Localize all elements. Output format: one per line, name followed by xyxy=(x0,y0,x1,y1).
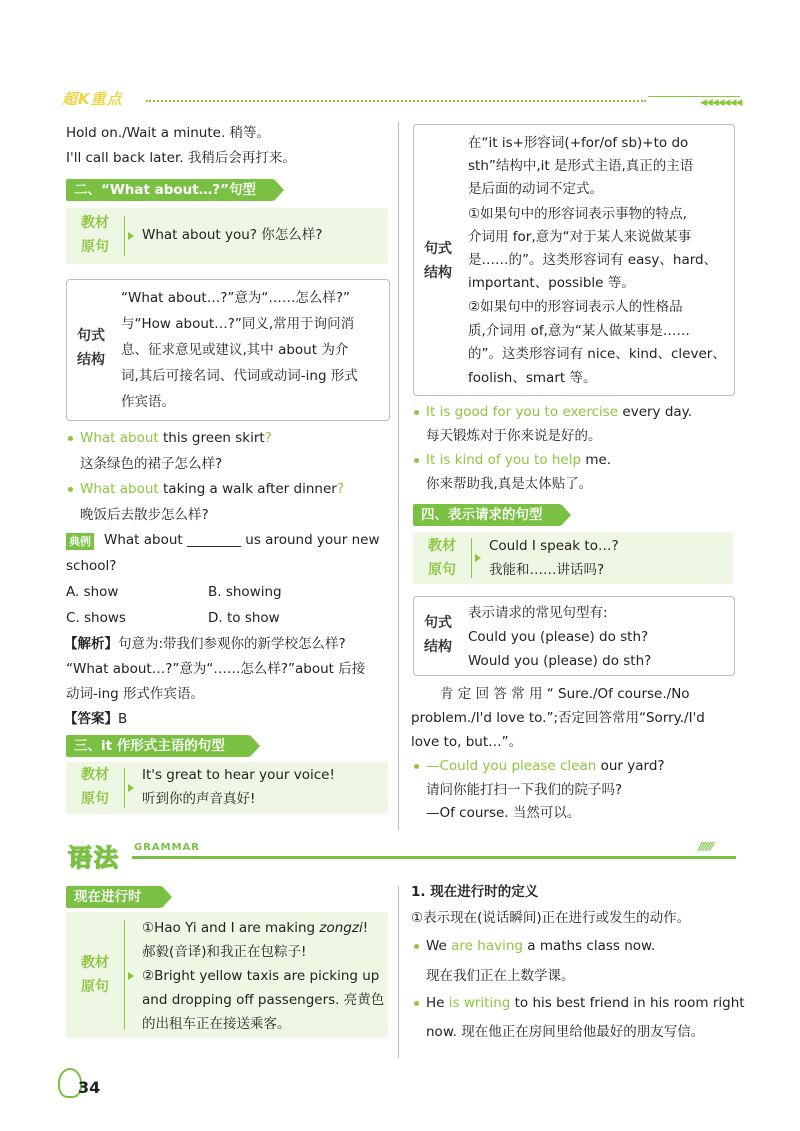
header-logo xyxy=(62,88,142,110)
grammar-divider xyxy=(398,886,399,1058)
present-continuous-tag xyxy=(66,886,162,908)
source-label: 原句 xyxy=(81,791,109,807)
structure-line: Could you (please) do sth? xyxy=(468,629,649,645)
section-2-header xyxy=(66,179,274,201)
request-example xyxy=(426,756,665,776)
structure-line: 表示请求的常见句型有: xyxy=(468,605,608,621)
analysis-line-2: “What about…?”意为“……怎么样?”about 后接 xyxy=(66,661,366,677)
source-label: 原句 xyxy=(428,562,456,578)
structure-line: 息、征求意见或建议,其中 about 为介 xyxy=(121,342,349,358)
grammar-right-example-1-translation: 现在我们正在上数学课。 xyxy=(426,968,575,984)
grammar-title: 语法 xyxy=(68,844,120,872)
section-3-textbook-box xyxy=(66,762,388,814)
arrow-icon xyxy=(128,784,134,792)
structure-line: 质,介词用 of,意为“某人做某事是…… xyxy=(468,323,690,339)
section-2-structure-box xyxy=(66,279,390,421)
definition-heading: 1. 现在进行时的定义 xyxy=(411,884,539,900)
structure-label-2: 结构 xyxy=(424,639,452,655)
grammar-example-line: ②Bright yellow taxis are picking up xyxy=(142,968,380,984)
bullet-icon xyxy=(414,1001,419,1006)
grammar-textbook-box xyxy=(66,912,388,1038)
intro-line-1: Hold on./Wait a minute. 稍等。 xyxy=(66,125,271,141)
it-example-2-translation: 你来帮助我,真是太体贴了。 xyxy=(426,476,593,492)
grammar-right-example-2 xyxy=(426,993,745,1013)
it-example-2-text: me. xyxy=(581,452,612,468)
structure-line: 介词用 for,意为“对于某人来说做某事 xyxy=(468,229,692,245)
option-c: C. shows xyxy=(66,610,126,626)
grammar-example-text: ①Hao Yi and I are making xyxy=(142,920,320,936)
structure-line: foolish、smart 等。 xyxy=(468,370,597,386)
request-structure-box xyxy=(413,596,735,676)
grammar-underline xyxy=(132,856,736,859)
example-1-translation: 这条绿色的裙子怎么样? xyxy=(80,456,223,472)
it-example-2 xyxy=(426,450,611,470)
example-text: a maths class now. xyxy=(522,938,656,954)
section-4-header xyxy=(413,504,561,526)
structure-label-1: 句式 xyxy=(424,241,452,257)
example-1-highlight: What about xyxy=(80,430,159,446)
grammar-subtitle: GRAMMAR xyxy=(134,842,200,853)
bullet-icon xyxy=(414,410,419,415)
section-4-textbook-box xyxy=(413,532,733,584)
reply-paragraph-line-3: love to, but…”。 xyxy=(411,734,523,750)
example-2-mark: ? xyxy=(336,481,344,497)
structure-line: Would you (please) do sth? xyxy=(468,653,652,669)
question-line-1: What about ________ us around your new xyxy=(104,532,380,548)
header-solid-line xyxy=(648,96,740,97)
section-3-title: 三、it 作形式主语的句型 xyxy=(74,738,225,754)
grammar-right-example-2-line-2: now. 现在他正在房间里给他最好的朋友写信。 xyxy=(426,1024,705,1040)
example-text: We xyxy=(426,938,452,954)
grammar-right-example-1 xyxy=(426,936,655,956)
column-divider xyxy=(398,122,399,830)
structure-line: 与“How about…?”同义,常用于询问消 xyxy=(121,316,355,332)
page-number-badge xyxy=(58,1066,108,1106)
reply-paragraph-line-2: problem./I'd love to.”;否定回答常用“Sorry./I'd xyxy=(411,710,705,726)
it-example-1-text: every day. xyxy=(618,404,693,420)
textbook-label: 教材 xyxy=(81,215,109,231)
box-divider xyxy=(471,538,472,578)
request-example-highlight: —Could you please clean xyxy=(426,758,597,774)
box-divider xyxy=(124,216,125,256)
bullet-icon xyxy=(68,487,73,492)
section-2-example: What about you? 你怎么样? xyxy=(142,227,323,243)
question-line-2: school? xyxy=(66,558,117,574)
example-highlight: are having xyxy=(451,938,523,954)
textbook-label: 教材 xyxy=(81,767,109,783)
reply-paragraph-line-1: 肯 定 回 答 常 用 “ Sure./Of course./No xyxy=(440,686,690,702)
example-highlight: is writing xyxy=(448,995,511,1011)
header-dotted-line xyxy=(146,100,646,102)
structure-line: 在“it is+形容词(+for/of sb)+to do xyxy=(468,135,689,151)
structure-label-1: 句式 xyxy=(424,615,452,631)
option-a: A. show xyxy=(66,584,119,600)
section-3-line-2: 听到你的声音真好! xyxy=(142,791,256,807)
it-structure-box xyxy=(413,124,735,396)
structure-line: ②如果句中的形容词表示人的性格品 xyxy=(468,299,683,315)
structure-line: 作宾语。 xyxy=(121,394,175,410)
structure-label-2: 结构 xyxy=(424,265,452,281)
answer-line xyxy=(64,709,127,729)
section-2-textbook-box xyxy=(66,208,388,264)
textbook-label: 教材 xyxy=(81,955,109,971)
grammar-banner xyxy=(64,832,736,874)
source-label: 原句 xyxy=(81,239,109,255)
structure-line: sth”结构中,it 是形式主语,真正的主语 xyxy=(468,158,694,174)
it-example-1-highlight: It is good for you to exercise xyxy=(426,404,619,420)
header-logo-text: 超K重点 xyxy=(62,90,123,108)
definition-text: ①表示现在(说话瞬间)正在进行或发生的动作。 xyxy=(411,910,691,926)
example-text: He xyxy=(426,995,449,1011)
textbook-label: 教材 xyxy=(428,538,456,554)
request-example-text: our yard? xyxy=(596,758,665,774)
example-1 xyxy=(80,428,272,448)
grammar-example-line: 的出租车正在接送乘客。 xyxy=(142,1016,291,1032)
request-example-reply: —Of course. 当然可以。 xyxy=(426,805,581,821)
answer-value: B xyxy=(118,711,128,727)
structure-line: 是……的”。这类形容词有 easy、hard、 xyxy=(468,252,718,268)
option-b: B. showing xyxy=(208,584,282,600)
it-example-2-highlight: It is kind of you to help xyxy=(426,452,582,468)
arrow-icon xyxy=(128,972,134,980)
example-1-text: this green skirt xyxy=(158,430,265,446)
grammar-stripes-icon: //////// xyxy=(698,840,712,853)
arrow-icon xyxy=(475,554,481,562)
bullet-icon xyxy=(414,458,419,463)
structure-line: 词,其后可接名词、代词或动词-ing 形式 xyxy=(121,368,358,384)
example-badge: 典例 xyxy=(66,533,94,550)
bullet-icon xyxy=(414,764,419,769)
structure-line: “What about…?”意为“……怎么样?” xyxy=(121,290,351,306)
analysis-text: 句意为:带我们参观你的新学校怎么样? xyxy=(118,636,346,652)
structure-line: 的”。这类形容词有 nice、kind、clever、 xyxy=(468,346,726,362)
it-example-1-translation: 每天锻炼对于你来说是好的。 xyxy=(426,428,602,444)
page-number: 34 xyxy=(78,1078,101,1097)
answer-label: 【答案】 xyxy=(64,711,118,727)
source-label: 原句 xyxy=(81,979,109,995)
example-2-text: taking a walk after dinner xyxy=(158,481,337,497)
section-2-title: 二、“What about…?”句型 xyxy=(74,182,256,198)
present-continuous-title: 现在进行时 xyxy=(74,889,142,905)
section-4-line-2: 我能和……讲话吗? xyxy=(489,562,605,578)
structure-line: ①如果句中的形容词表示事物的特点, xyxy=(468,206,687,222)
option-d: D. to show xyxy=(208,610,280,626)
section-3-line-1: It's great to hear your voice! xyxy=(142,767,335,783)
grammar-example-line: and dropping off passengers. 亮黄色 xyxy=(142,992,385,1008)
bullet-icon xyxy=(68,436,73,441)
grammar-example-mark: ! xyxy=(362,920,369,936)
section-4-title: 四、表示请求的句型 xyxy=(421,507,543,523)
analysis-line-3: 动词-ing 形式作宾语。 xyxy=(66,686,205,702)
example-text: to his best friend in his room right xyxy=(510,995,745,1011)
structure-line: important、possible 等。 xyxy=(468,275,635,291)
analysis-label: 【解析】 xyxy=(64,636,118,652)
arrow-icon xyxy=(128,232,134,240)
example-2 xyxy=(80,479,344,499)
structure-line: 是后面的动词不定式。 xyxy=(468,181,603,197)
header-arrows-icon: ◀◀◀◀◀◀◀ xyxy=(700,98,742,108)
grammar-example-italic: zongzi xyxy=(319,920,363,936)
example-2-highlight: What about xyxy=(80,481,159,497)
structure-label-1: 句式 xyxy=(77,328,105,344)
analysis-line-1 xyxy=(64,634,346,654)
request-example-translation: 请问你能打扫一下我们的院子吗? xyxy=(426,782,623,798)
example-1-mark: ? xyxy=(264,430,272,446)
it-example-1 xyxy=(426,402,692,422)
intro-line-2: I'll call back later. 我稍后会再打来。 xyxy=(66,150,296,166)
structure-label-2: 结构 xyxy=(77,352,105,368)
box-divider xyxy=(124,768,125,808)
box-divider xyxy=(124,920,125,1030)
bullet-icon xyxy=(414,944,419,949)
section-3-header xyxy=(66,735,250,757)
grammar-example-line xyxy=(142,918,368,938)
example-2-translation: 晚饭后去散步怎么样? xyxy=(80,507,209,523)
section-4-line-1: Could I speak to…? xyxy=(489,538,619,554)
grammar-example-line: 郝毅(音译)和我正在包粽子! xyxy=(142,944,307,960)
